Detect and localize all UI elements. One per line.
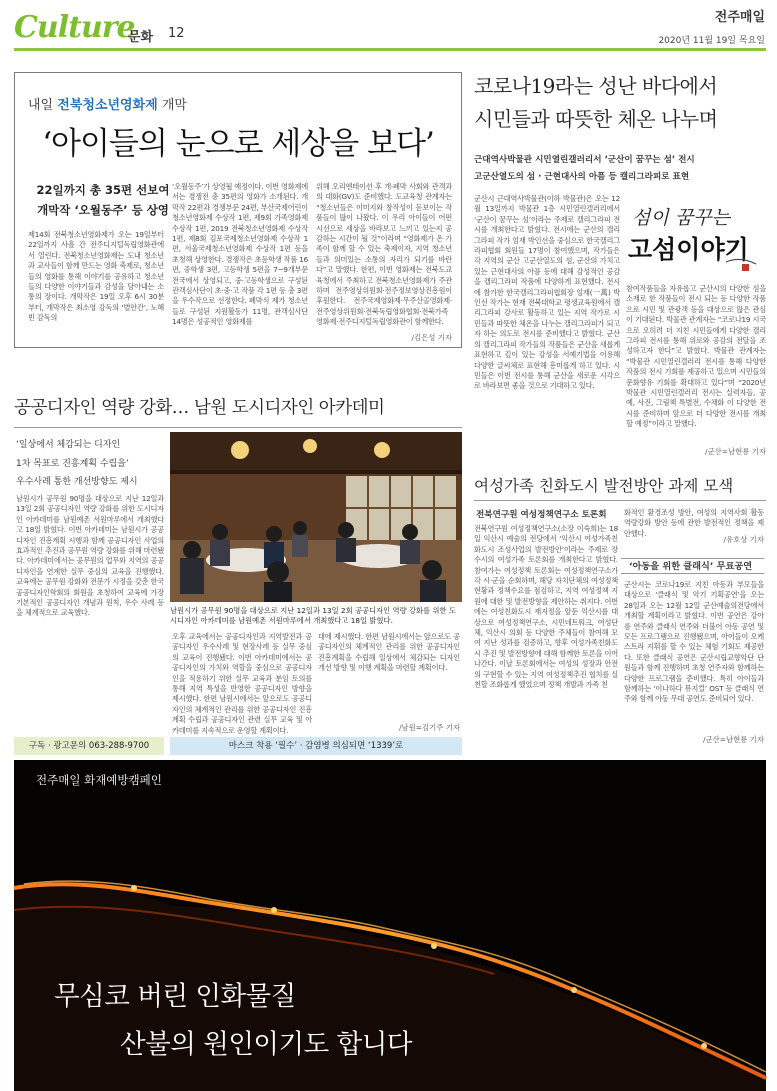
article3-column-3: 군산시는 코로나19로 지친 아동과 부모들을 대상으로 ‘클래식 및 악기 기획공연’을 오는 28일과 오는 12월 12일 군산예술의전당에서 개최할 계획이라고 밝혔다. 이번 공연은 강아름 연주와 클래식 연주와 더불어 아동 공연 및 모든 프로그램으로 진행됐으며, 아이들이 오케스트라 지휘를 할 수 있는 체험 기회도 제공한다. 또한 클래식 공연은 군산시립교향악단 단원들과 함께 진행하며 초청 연주자와 함께하는 다양한 프로그램을 준비했다. 특히 아이들과 함께하는 ‘이나하다 뮤지컬’ OST 등 클래식 연주와 함께 아동 무대 공연도 준비되어 있다. [624, 580, 764, 704]
article-right-column-1: 군산시 근대역사박물관(이하 박물관)은 오는 12월 13일까지 박물관 1층 시민열린갤러리에서 ‘군산이 꿈꾸는 섬’이라는 주제로 캘리그라피 전시를 개최한다고 밝혔다. 전시에는 군산의 캘리그라피 작가 엄재 박인선을 중심으로 한국캘리그라피협회 회원들 17명이 참여했으며, 작가들은 각 지역의 군산 고군산열도의 섬, 군산의 가치고 있는 근현대사의 아픔 등에 대해 감성적인 공감을 캘리그라피 작품에 다양하게 표현했다. 전시에 참가한 한국캘리그라피협회장 엄재(一萬) 박인선 작가는 현재 전북대학교 평생교육원에서 캘리그라피 강사로 활동하고 있는 지역 작가로 시민들과 따뜻한 체온을 나누는 캘리그라피가 되고자 하는 의도로 전시를 준비했다고 밝혔다. 군산의 캘리그라피 작가들의 작품들은 군산을 새롭게 표현하고 깊이 있는 감성을 서예기법을 이용해 다양한 글씨체로 표현해 흥미롭게 하고 있다. 시민들은 이번 전시를 통해 군산을 새로운 시각으로 바라보면 좋을 것으로 기대하고 있다. [474, 194, 620, 391]
article-right-headline-line2: 시민들과 따뜻한 체온 나누며 [474, 107, 718, 131]
calligraphy-brush-icon [626, 198, 766, 278]
campaign-line2: 산불의 원인이기도 합니다 [120, 1029, 412, 1060]
calligraphy-line1: 섬이 꿈꾸는 [632, 207, 730, 229]
article-right-column-2: 참여작품들을 자유롭고 군산시의 다양한 섬을 소재로 한 작품들이 전시 되는 등 다양한 작품으로 시민 및 관광객 등을 대상으로 많은 관심이 기대된다. 박물관 관계자는 “코로나19 시국으로 오히려 더 지친 시민들에게 다양한 캘리그라피 전시를 통해 위로와 공감의 전달을 조성하고자 한다”고 밝혔다. 박물관 관계자는 “박물관 시민열린갤러리 전시를 통해 다양한 작품의 전시 기회를 제공하고 있으며 시민들의 문화향유 기회를 확대하고 있다”며 “2020년 박물관 시민열린갤러리 전시는 실력자들, 공예, 사진, 그림책 특별전, 수채화 이 다양한 전시를 준비하며 앞으로 더 다양한 전시를 개최 할 예정”이라고 말했다. [626, 284, 766, 429]
article1-sub-line2: 개막작 ‘오월동주’ 등 상영 [37, 203, 169, 217]
academy-photo [170, 432, 462, 602]
issue-date: 2020년 11월 19일 목요일 [658, 36, 765, 46]
kicker-suffix: 개막 [161, 98, 187, 113]
paper-name: 전주매일 [714, 10, 765, 25]
campaign-title: 전주매일 화재예방캠페인 [36, 773, 162, 787]
article2-credit: /남원=김기주 기자 [398, 723, 460, 732]
article2-sub-line2: 1차 목표로 진흥계획 수립을’ [16, 458, 129, 469]
article3-column-1: 전북연구원 여성정책연구소(소장 이숙희)는 18일 익산시 예술의 전당에서 ‘익산시 여성가족친화도시 조성사업의 발전방안’이라는 주제로 장수시의 여성가족 토론회를 개최한다고 밝혔다. 참여가는 여성정책 토론회는 여성정책연구소가 각 시·군을 순회하며, 해당 자치단체의 여성정책 현황과 정책수요를 점검하고, 지역 여성정책 지원에 대한 및 발전방향을 제안하는 취지다. 이번에는 여성친화도시 재지정을 앞둔 익산시를 대상으로 여성정책연구소, 시민네트워크, 여성단체, 익산시 의회 등 다양한 주체들이 참여해 모여 지난 성과를 검증하고, 향후 여성가족친화도시 추진 및 발전방향에 대해 함께한 토론을 이어 나간다. 이날 토론회에서는 여성의 성장과 안전의 구현할 수 있는 지역 여성정책추진 협치를 실천할 조화롭게 했었으며 정책 개발과 가족 친 [474, 524, 618, 690]
quarantine-campaign-banner: 마스크 착용 ‘필수’ · 감염병 의심되면 ‘1339’로 [170, 737, 462, 755]
masthead-rule [14, 48, 766, 51]
academy-photo-image [170, 432, 462, 602]
article1-column-2: ‘오월동주’가 상영될 예정이다. 이번 영화제에서는 경쟁전 총 35편의 영화가 소개된다. 개막작 22편과 경쟁부문 24편, 부산국제어린이청소년영화제 수상작 1편, 제9회 가족영화제 수상작 1편, 2019 전북청소년영화제 수상작 1편, 제8회 김포국제청소년영화제 수상작 1편, 서울국제청소년영화제 수상작 1편 등을 초청해 상영한다. 경쟁작은 초등학생 작품 16편, 중학생 3편, 고등학생 5편을 7~9개부문 전국에서 상영되고, 중·고등학생으로 구성된 관객심사단이 초·중·고 작품 각 1편 등 총 3편을 우수작으로 선정한다. 폐막식 제가 청소년들로 구성된 지원활동가 11명, 관객심사단 14명은 성공적인 영화제를 [172, 182, 308, 327]
kicker-prefix: 내일 [28, 98, 54, 113]
article1-subheadline [28, 180, 178, 220]
article1-headline: ‘아이들의 눈으로 세상을 보다’ [42, 126, 434, 162]
section-label: 문화 [128, 30, 154, 45]
article1-kicker [28, 94, 187, 113]
concert-subheadline: ‘아동을 위한 클래식’ 무료공연 [621, 558, 764, 574]
article-right-headline-line1: 코로나19라는 성난 바다에서 [474, 74, 718, 98]
campaign-line1: 무심코 버린 인화물질 [54, 981, 296, 1012]
article2-column-2: 오후 교육에서는 공공디자인과 지역발전과 공공디자인 우수사례 및 현장사례 등 실무 중심의 교육이 진행됐다. 이번 아카데미에서는 공공디자인의 가치와 역할을 중심으로 공공디자인을 적용하기 위한 실무 교육과 분임 토의를 통해 지역 특성을 반영한 공공디자인 방향을 제시했다. 한편 남원시에서는 앞으로도 공공디자인의 체계적인 관리를 위한 공공디자인 진흥계획 수립과 공공디자인 관련 실무 교육 및 아카데미를 지속적으로 운영할 계획이다. [172, 632, 312, 735]
article3-credit: /유호상 기자 [723, 535, 764, 544]
article2-column-1: 남원시가 공무원 90명을 대상으로 지난 12일과 13일 2회 공공디자인 역량 강화를 위한 도시디자인 아카데미를 남원예촌 서원마루에서 개최했다고 18일 밝혔다. 이번 아카데미는 남원시가 공공디자인 진흥계획 시행과 함께 공공디자인 사업의 효과적인 추진과 공무원 역량 강화를 위해 마련됐다. 아카데미에서는 공무원의 업무와 지역의 공공디자인을 연계한 실무 중심의 교육을 진행했다. 교육에는 공무원 강화와 전문가 시정을 갖춘 한국공공디자인학회의 회원을 초청하여 교육에 가장 기본적인 공공디자인 개념과 원칙, 우수 사례 등을 체계적으로 교육했다. [16, 494, 164, 618]
calligraphy-artwork [626, 198, 766, 278]
article3-subheadline: 전북연구원 여성정책연구소 토론회 [476, 510, 607, 520]
masthead [0, 0, 777, 52]
article-right-sub-line1: 근대역사박물관 시민열린갤러리서 ‘군산이 꿈꾸는 섬’ 전시 [474, 155, 695, 165]
article2-headline: 공공디자인 역량 강화… 남원 도시디자인 아카데미 [14, 398, 385, 418]
article-right-headline [474, 70, 764, 136]
article3-headline: 여성가족 친화도시 발전방안 과제 모색 [474, 477, 734, 495]
article2-sub-line1: ‘일상에서 체감되는 디자인 [16, 440, 121, 450]
article1-column-3: 위해 오리엔테이션 후 개·폐막 사회와 관객과의 대화(GV)도 준비했다. 도교육청 관계자는 “청소년들은 이미지와 창작성이 돋보이는 작품들이 많이 나왔다. 이 우리 아이들이 어떤 시선으로 세상을 바라보고 느끼고 있는지 공감하는 시간이 될 것”이라며 “영화제가 온 가족이 함께 할 수 있는 축제이자, 지역 청소년들과 의미있는 소통의 자리가 되기를 바란다”고 말했다. 한편, 이번 영화제는 전북도교육청에서 주최하고 전북청소년영화제가 주관하며 전주영상위원회·전주정보영상진흥원이 후원한다. 전주국제영화제·무주산골영화제·전주영상위원회·전북독립영화협회·전북가족영화제·전주디지털독립영화관이 함께한다. [316, 182, 452, 327]
section-title: Culture [14, 10, 135, 45]
concert-credit: /군산=남현룡 기자 [702, 735, 764, 744]
article2-sub-line3: 우수사례 통한 개선방향도 제시 [16, 477, 138, 487]
article1-credit: /김은성 기자 [411, 333, 452, 342]
page-number: 12 [168, 26, 185, 41]
article2-rule [14, 427, 462, 428]
academy-photo-caption: 남원시가 공무원 90명을 대상으로 지난 12일과 13일 2회 공공디자인 역량 강화를 위한 도시디자인 아카데미를 남원예촌 서원마루에서 개최했다고 18일 밝혔다. [170, 606, 456, 626]
calligraphy-line2: 고섬이야기 [628, 235, 749, 264]
article3-rule [474, 500, 766, 501]
article-right-sub-line2: 고군산열도의 섬 · 근현대사의 아픔 등 캘리그라피로 표현 [474, 172, 690, 182]
article1-column-1: 제14회 전북청소년영화제가 오는 19일부터 22일까지 사흘 간 전주디지털독립영화관에서 열린다. 전북청소년영화제는 도내 청소년과 교사들이 함께 만드는 영화 축제로, 청소년들의 영화를 통해 이야기를 공유하고 청소년들의 다양한 이야기들과 감성을 담아내는 소통의 장이다. 개막작은 19일 오후 6시 30분부터, 개막작은 최소영 감독의 ‘별안간’, 노혜빈 감독의 [28, 230, 164, 323]
subscription-contact: 구독 · 광고문의 063-288-9700 [14, 737, 164, 755]
article2-column-3: 대에 제시했다. 한편 남원시에서는 앞으로도 공공디자인의 체계적인 관리를 위한 공공디자인 진흥계획을 수립해 일상에서 체감되는 디자인 개선 방향 및 이행 계획을 마련할 계획이다. [318, 632, 460, 673]
article2-subheadline [16, 436, 166, 492]
article-right-credit: /군산=남현룡 기자 [704, 447, 766, 456]
article3-column-2: 화적인 환경조성 방안, 여성의 지역사회 활동 역량강화 방안 등에 관한 발전적인 정책을 제안했다. [624, 508, 764, 538]
kicker-highlight: 전북청소년영화제 [57, 98, 158, 113]
article-right-subheadline [474, 152, 764, 186]
fire-prevention-campaign [14, 760, 766, 1091]
article1-sub-line1: 22일까지 총 35편 선보여 [36, 183, 170, 197]
